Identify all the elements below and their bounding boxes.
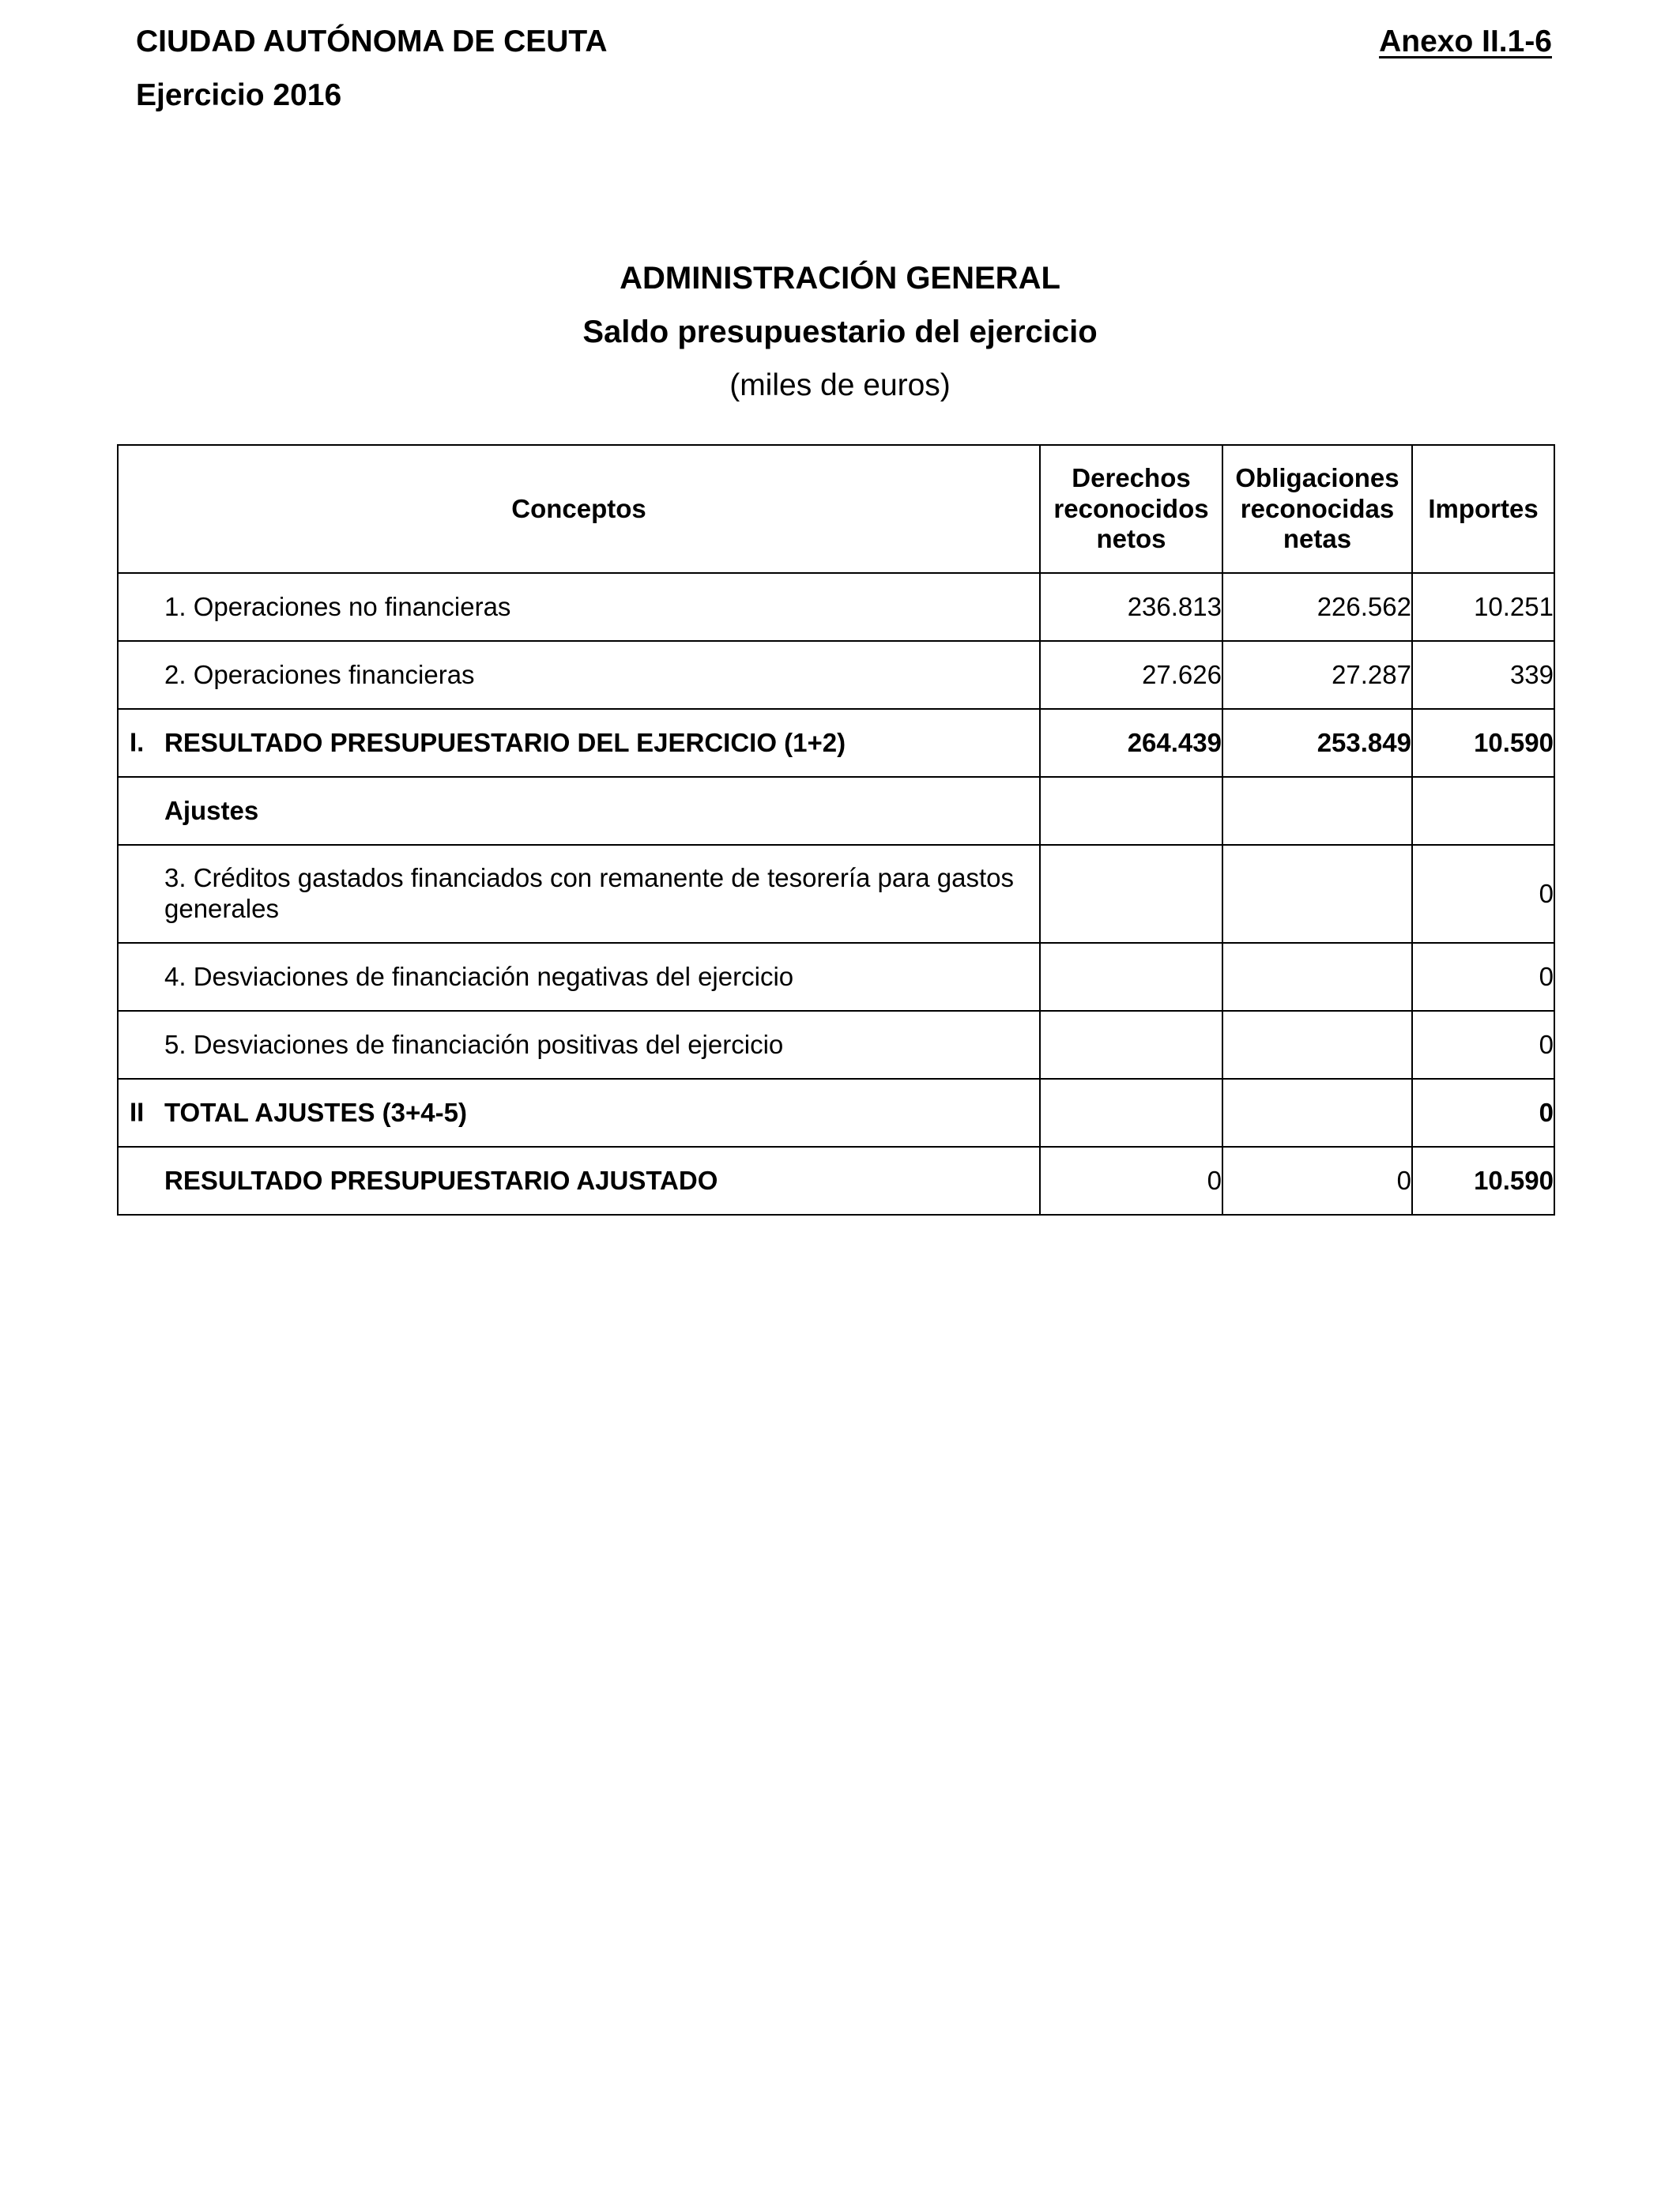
table-row [118,1079,1554,1147]
column-header-rights: Derechos reconocidos netos [1040,445,1222,573]
row-amount: 0 [1412,1079,1554,1147]
row-obligations: 226.562 [1222,573,1412,641]
row-obligations: 253.849 [1222,709,1412,777]
document-title: ADMINISTRACIÓN GENERAL [620,261,1060,296]
table-row [118,641,1554,709]
row-rights [1040,845,1222,943]
document-subtitle: Saldo presupuestario del ejercicio [582,315,1098,349]
row-concept-text: 5. Desviaciones de financiación positivas del ejercicio [164,1029,784,1059]
row-rights [1040,1011,1222,1079]
column-header-obligations: Obligaciones reconocidas netas [1222,445,1412,573]
row-concept [118,1147,1040,1215]
fiscal-year: Ejercicio 2016 [136,78,342,112]
row-amount: 10.590 [1412,709,1554,777]
row-rights: 236.813 [1040,573,1222,641]
table-row [118,573,1554,641]
row-concept-text: 3. Créditos gastados financiados con remanente de tesorería para gastos generales [164,863,1014,923]
row-rights: 264.439 [1040,709,1222,777]
row-concept [118,641,1040,709]
table-row [118,943,1554,1011]
row-amount: 0 [1412,845,1554,943]
row-rights: 0 [1040,1147,1222,1215]
row-amount: 0 [1412,1011,1554,1079]
table-row [118,1147,1554,1215]
units-note: (miles de euros) [729,368,951,402]
row-concept-text: 1. Operaciones no financieras [164,591,511,621]
row-concept-text: TOTAL AJUSTES (3+4-5) [164,1097,467,1127]
table-row [118,709,1554,777]
table-row [118,845,1554,943]
row-concept [118,573,1040,641]
table-header-row [118,445,1554,573]
row-amount: 339 [1412,641,1554,709]
row-concept-text: 4. Desviaciones de financiación negativas del ejercicio [164,961,794,991]
row-obligations [1222,1079,1412,1147]
row-rights: 27.626 [1040,641,1222,709]
entity-name: CIUDAD AUTÓNOMA DE CEUTA [136,25,608,58]
row-concept [118,943,1040,1011]
row-rights [1040,943,1222,1011]
row-concept-text: Ajustes [164,795,259,825]
row-concept [118,709,1040,777]
row-concept-text: RESULTADO PRESUPUESTARIO DEL EJERCICIO (1+2) [164,727,846,757]
row-obligations [1222,777,1412,845]
row-obligations: 27.287 [1222,641,1412,709]
row-amount: 0 [1412,943,1554,1011]
row-obligations: 0 [1222,1147,1412,1215]
row-amount: 10.251 [1412,573,1554,641]
row-roman: II [130,1097,145,1127]
row-amount [1412,777,1554,845]
row-concept-text: 2. Operaciones financieras [164,659,475,689]
table-row [118,1011,1554,1079]
budget-balance-table [117,444,1555,1216]
row-concept [118,1079,1040,1147]
column-header-amounts: Importes [1412,445,1554,573]
table-row [118,777,1554,845]
row-rights [1040,777,1222,845]
row-obligations [1222,1011,1412,1079]
row-obligations [1222,845,1412,943]
row-concept-text: RESULTADO PRESUPUESTARIO AJUSTADO [164,1165,718,1195]
row-amount: 10.590 [1412,1147,1554,1215]
row-concept [118,777,1040,845]
row-roman: I. [130,727,145,757]
column-header-concepts: Conceptos [118,445,1040,573]
row-concept [118,1011,1040,1079]
row-concept [118,845,1040,943]
annex-reference: Anexo II.1-6 [1379,25,1552,58]
row-rights [1040,1079,1222,1147]
row-obligations [1222,943,1412,1011]
